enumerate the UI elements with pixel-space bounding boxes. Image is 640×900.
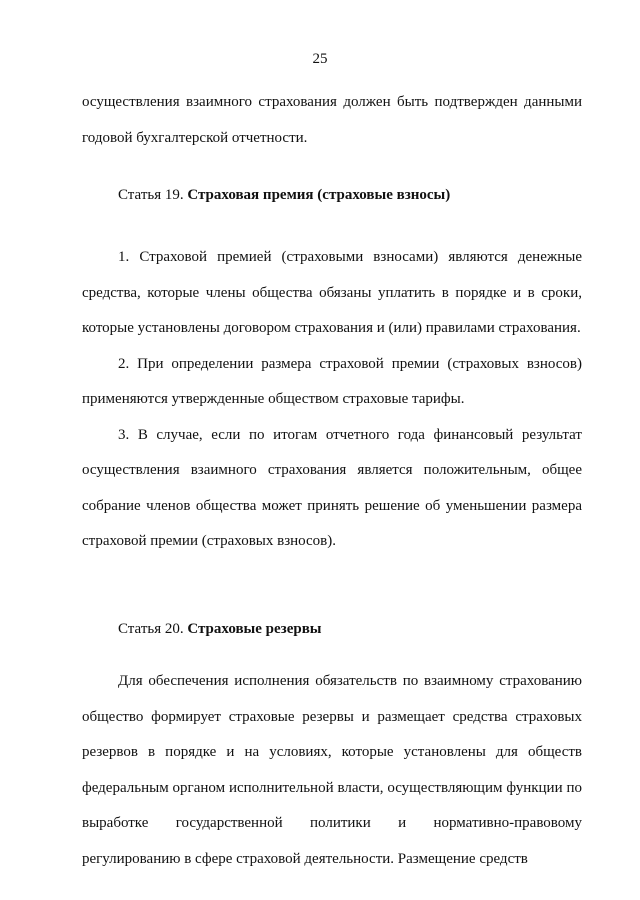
article-19-paragraph-1: 1. Страховой премией (страховыми взносами) являются денежные средства, которые члены общества обязаны уплатить в порядке и в сроки, которые установлены договором страхования и (или) правилами страхования. xyxy=(82,249,582,336)
intro-block xyxy=(82,85,582,156)
article-19-heading xyxy=(82,178,582,214)
article-20-prefix: Статья 20. xyxy=(118,621,188,637)
article-19-title: Страховая премия (страховые взносы) xyxy=(187,187,451,203)
article-19-paragraph-3: 3. В случае, если по итогам отчетного года финансовый результат осуществления взаимного страхования является положительным, общее собрание членов общества может принять решение об уменьшении размера страховой премии (страховых взносов). xyxy=(82,426,582,549)
article-19-paragraph-2: 2. При определении размера страховой премии (страховых взносов) применяются утвержденные обществом страховые тарифы. xyxy=(82,355,582,407)
article-20-heading xyxy=(82,612,582,648)
article-19-prefix: Статья 19. xyxy=(118,187,188,203)
page-number: 25 xyxy=(312,51,328,67)
intro-paragraph: осуществления взаимного страхования должен быть подтвержден данными годовой бухгалтерской отчетности. xyxy=(82,94,582,146)
article-19 xyxy=(82,178,582,214)
article-19-body xyxy=(82,240,582,560)
article-20 xyxy=(82,612,582,648)
article-20-body xyxy=(82,664,582,877)
article-20-paragraph-1: Для обеспечения исполнения обязательств по взаимному страхованию общество формирует страховые резервы и размещает средства страховых резервов в порядке и на условиях, которые установлены для обществ федеральным органом исполнительной власти, осуществляющим функции по выработке государственной политики и нормативно-правовому регулированию в сфере страховой деятельности. Размещение средств xyxy=(82,673,582,867)
article-20-title: Страховые резервы xyxy=(187,621,322,637)
